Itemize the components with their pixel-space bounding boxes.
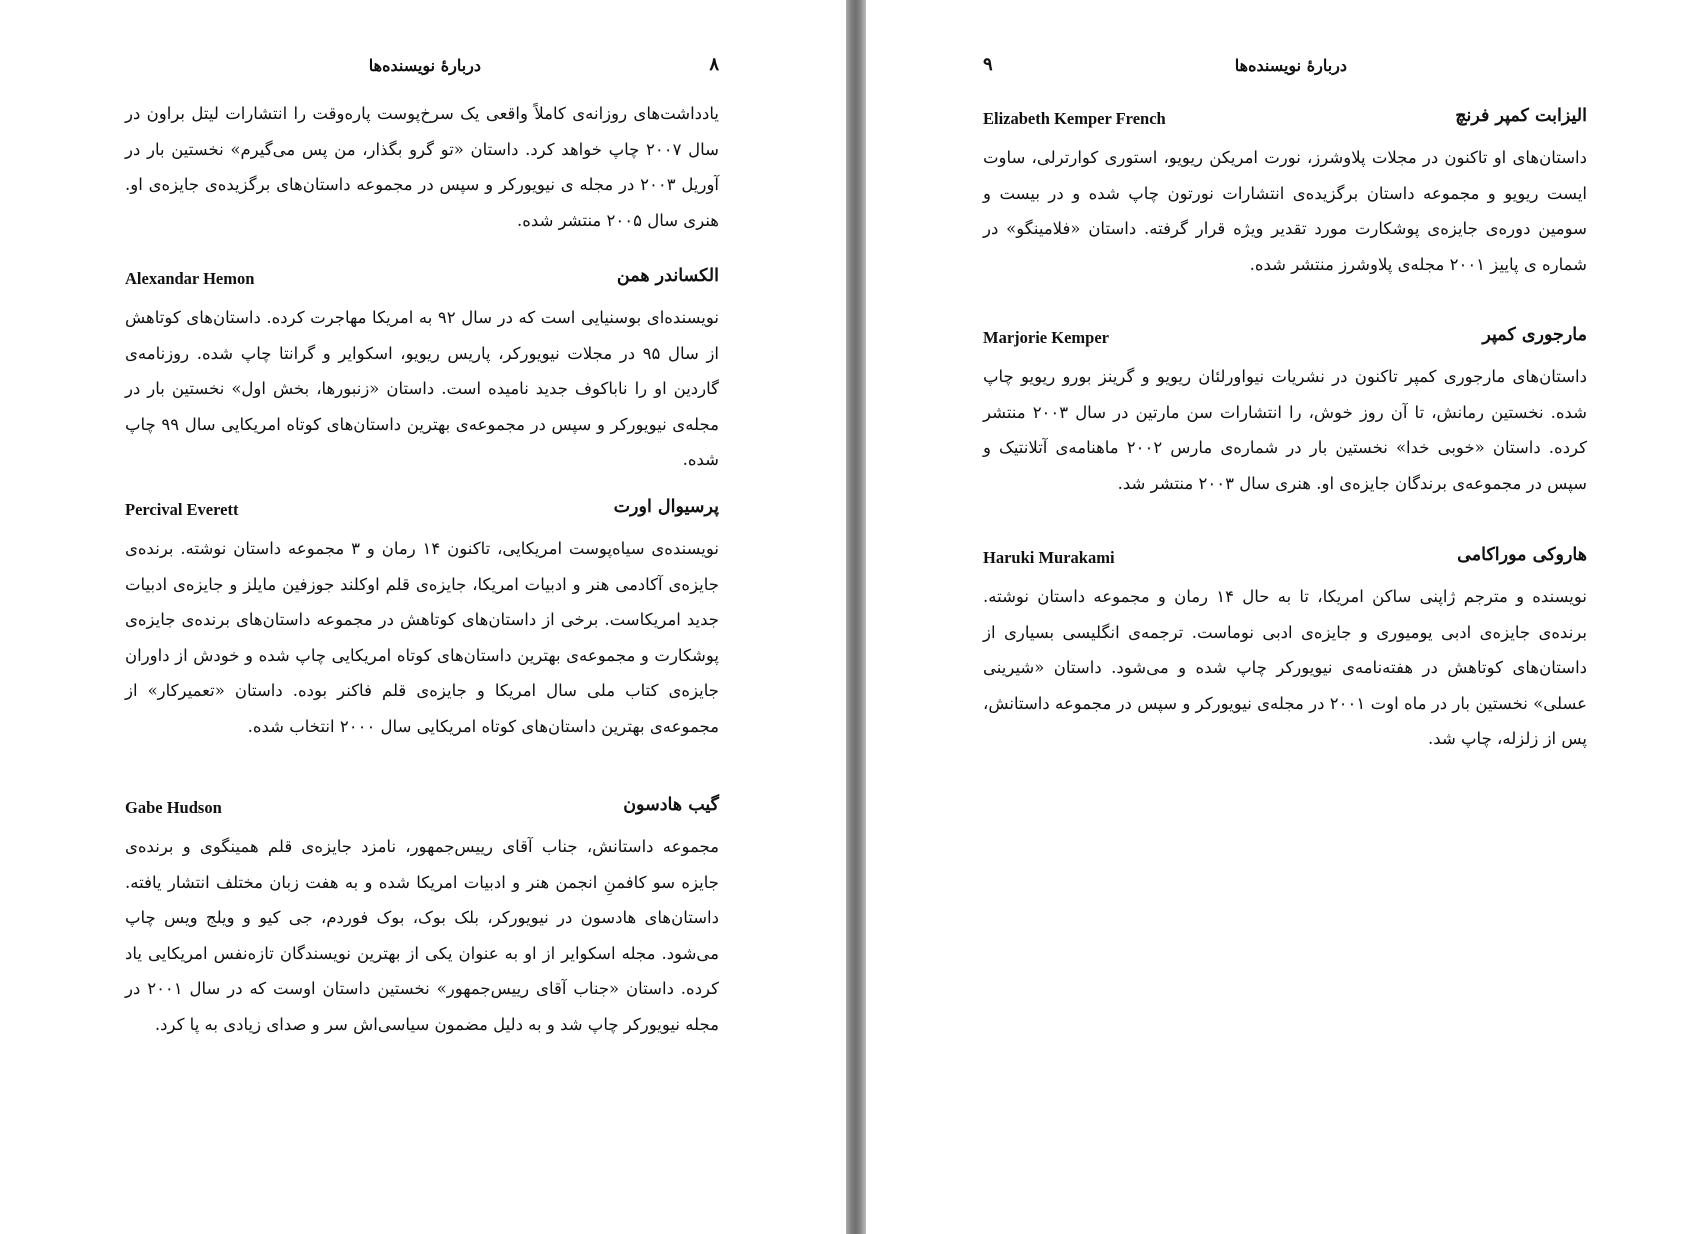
author-name-persian: پرسیوال اورت: [613, 497, 719, 517]
author-name-persian: گیب هادسون: [623, 795, 719, 815]
author-name-latin: Elizabeth Kemper French: [983, 109, 1166, 128]
author-bio: نویسنده و مترجم ژاپنی ساکن امریکا، تا به حال ۱۴ رمان و مجموعه داستان نوشته. برنده‌ی جایزه‌ی ادبی یومیوری و جایزه‌ی ادبی نوماست. ترجمه‌ی انگلیسی بسیاری از داستان‌های کوتاهش در هفته‌نامه‌ی نیویورکر چاپ شده و می‌شود. داستان «شیرینی عسلی» نخستین بار در ماه اوت ۲۰۰۱ در مجله‌ی نیویورکر و سپس در مجموعه داستانش، پس از زلزله، چاپ شد.: [983, 587, 1588, 748]
author-name-latin: Alexandar Hemon: [125, 269, 255, 288]
author-heading: [983, 325, 1587, 357]
author-heading: [983, 106, 1587, 138]
author-heading: [125, 795, 719, 827]
author-name-latin: Gabe Hudson: [125, 798, 222, 817]
author-heading: [983, 545, 1587, 577]
author-name-persian: الکساندر همن: [616, 266, 719, 286]
author-heading: [125, 266, 719, 298]
right-page: [866, 0, 1698, 1234]
author-name-latin: Marjorie Kemper: [983, 328, 1109, 347]
author-heading: [125, 497, 719, 529]
text-column: [983, 0, 1587, 1234]
author-bio: مجموعه داستانش، جناب آقای رییس‌جمهور، نامزد جایزه‌ی قلم همینگوی و برنده‌ی جایزه سو کافمنِ انجمن هنر و ادبیات امریکا شده و به هفت زبان مختلف انتشار یافته. داستان‌های هادسون در نیویورکر، بلک بوک، بوک فوردم، جی کیو و ویلج ویس چاپ می‌شود. مجله اسکوایر از او به عنوان یکی از بهترین نویسندگان تازه‌نفس امریکایی یاد کرده. داستان «جناب آقای رییس‌جمهور» نخستین داستان اوست که در سال ۲۰۰۱ در مجله نیویورکر چاپ شد و به دلیل مضمون سیاسی‌اش سر و صدای زیادی به پا کرد.: [125, 837, 719, 1034]
page-number: ۹: [983, 54, 993, 74]
running-title: دربارهٔ نویسنده‌ها: [368, 56, 481, 75]
author-bio: نویسنده‌ی سیاه‌پوست امریکایی، تاکنون ۱۴ رمان و ۳ مجموعه داستان نوشته. برنده‌ی جایزه‌ی آکادمی هنر و ادبیات امریکا، جایزه‌ی قلم اوکلند جوزفین مایلز و جایزه‌ی ادبیات جدید امریکاست. برخی از داستان‌های کوتاهش در مجموعه داستان‌های برنده‌ی جایزه‌ی پوشکارت و مجموعه‌ی بهترین داستان‌های کوتاه امریکایی چاپ شده و خودش از داوران جایزه‌ی کتاب ملی سال امریکا و جایزه‌ی قلم فاکنر بوده. داستان «تعمیرکار» از مجموعه‌ی بهترین داستان‌های کوتاه امریکایی سال ۲۰۰۰ انتخاب شده.: [125, 539, 720, 736]
author-name-latin: Percival Everett: [125, 500, 239, 519]
left-page: [0, 0, 846, 1234]
page-number: ۸: [709, 54, 719, 74]
author-name-persian: مارجوری کمپر: [1482, 325, 1587, 345]
author-name-persian: الیزابت کمپر فرنچ: [1455, 106, 1587, 126]
book-gutter: [846, 0, 866, 1234]
author-bio: نویسنده‌ای بوسنیایی است که در سال ۹۲ به امریکا مهاجرت کرده. داستان‌های کوتاهش از سال ۹۵ در مجلات نیویورکر، پاریس ریویو، اسکوایر و گرانتا چاپ شده. روزنامه‌ی گاردین او را ناباکوف جدید نامیده است. داستان «زنبورها، بخش اول» نخستین بار در مجله‌ی نیویورکر و سپس در مجموعه‌ی بهترین داستان‌های کوتاه امریکایی سال ۹۹ چاپ شده.: [125, 308, 719, 469]
author-bio: داستان‌های مارجوری کمپر تاکنون در نشریات نیواورلئان ریویو و گرینز بورو ریویو چاپ شده. نخستین رمانش، تا آن روز خوش، را انتشارات سن مارتین در سال ۲۰۰۳ منتشر کرده. داستان «خوبی خدا» نخستین بار در شماره‌ی مارس ۲۰۰۲ ماهنامه‌ی آتلانتیک و سپس در مجموعه‌ی برندگان جایزه‌ی او. هنری سال ۲۰۰۳ منتشر شد.: [983, 367, 1587, 493]
author-name-persian: هاروکی موراکامی: [1457, 545, 1587, 565]
text-column: [125, 0, 719, 1234]
author-bio: داستان‌های او تاکنون در مجلات پلاوشرز، نورت امریکن ریویو، استوری کوارترلی، ساوت ایست ریویو و مجموعه داستان برگزیده‌ی انتشارات نورتون چاپ شده و در بیست و سومین دوره‌ی جایزه‌ی پوشکارت مورد تقدیر ویژه قرار گرفته. داستان «فلامینگو» در شماره ی پاییز ۲۰۰۱ مجله‌ی پلاوشرز منتشر شده.: [983, 148, 1587, 274]
running-title: دربارهٔ نویسنده‌ها: [1234, 56, 1347, 75]
continuation-paragraph: یادداشت‌های روزانه‌ی کاملاً واقعی یک سرخ‌پوست پاره‌وقت را انتشارات لیتل براون در سال ۲۰۰۷ چاپ خواهد کرد. داستان «تو گرو بگذار، من پس می‌گیرم» نخستین بار در آوریل ۲۰۰۳ در مجله ی نیویورکر و سپس در مجموعه داستان‌های برگزیده‌ی جایزه‌ی او. هنری سال ۲۰۰۵ منتشر شده.: [125, 104, 719, 230]
author-name-latin: Haruki Murakami: [983, 548, 1115, 567]
